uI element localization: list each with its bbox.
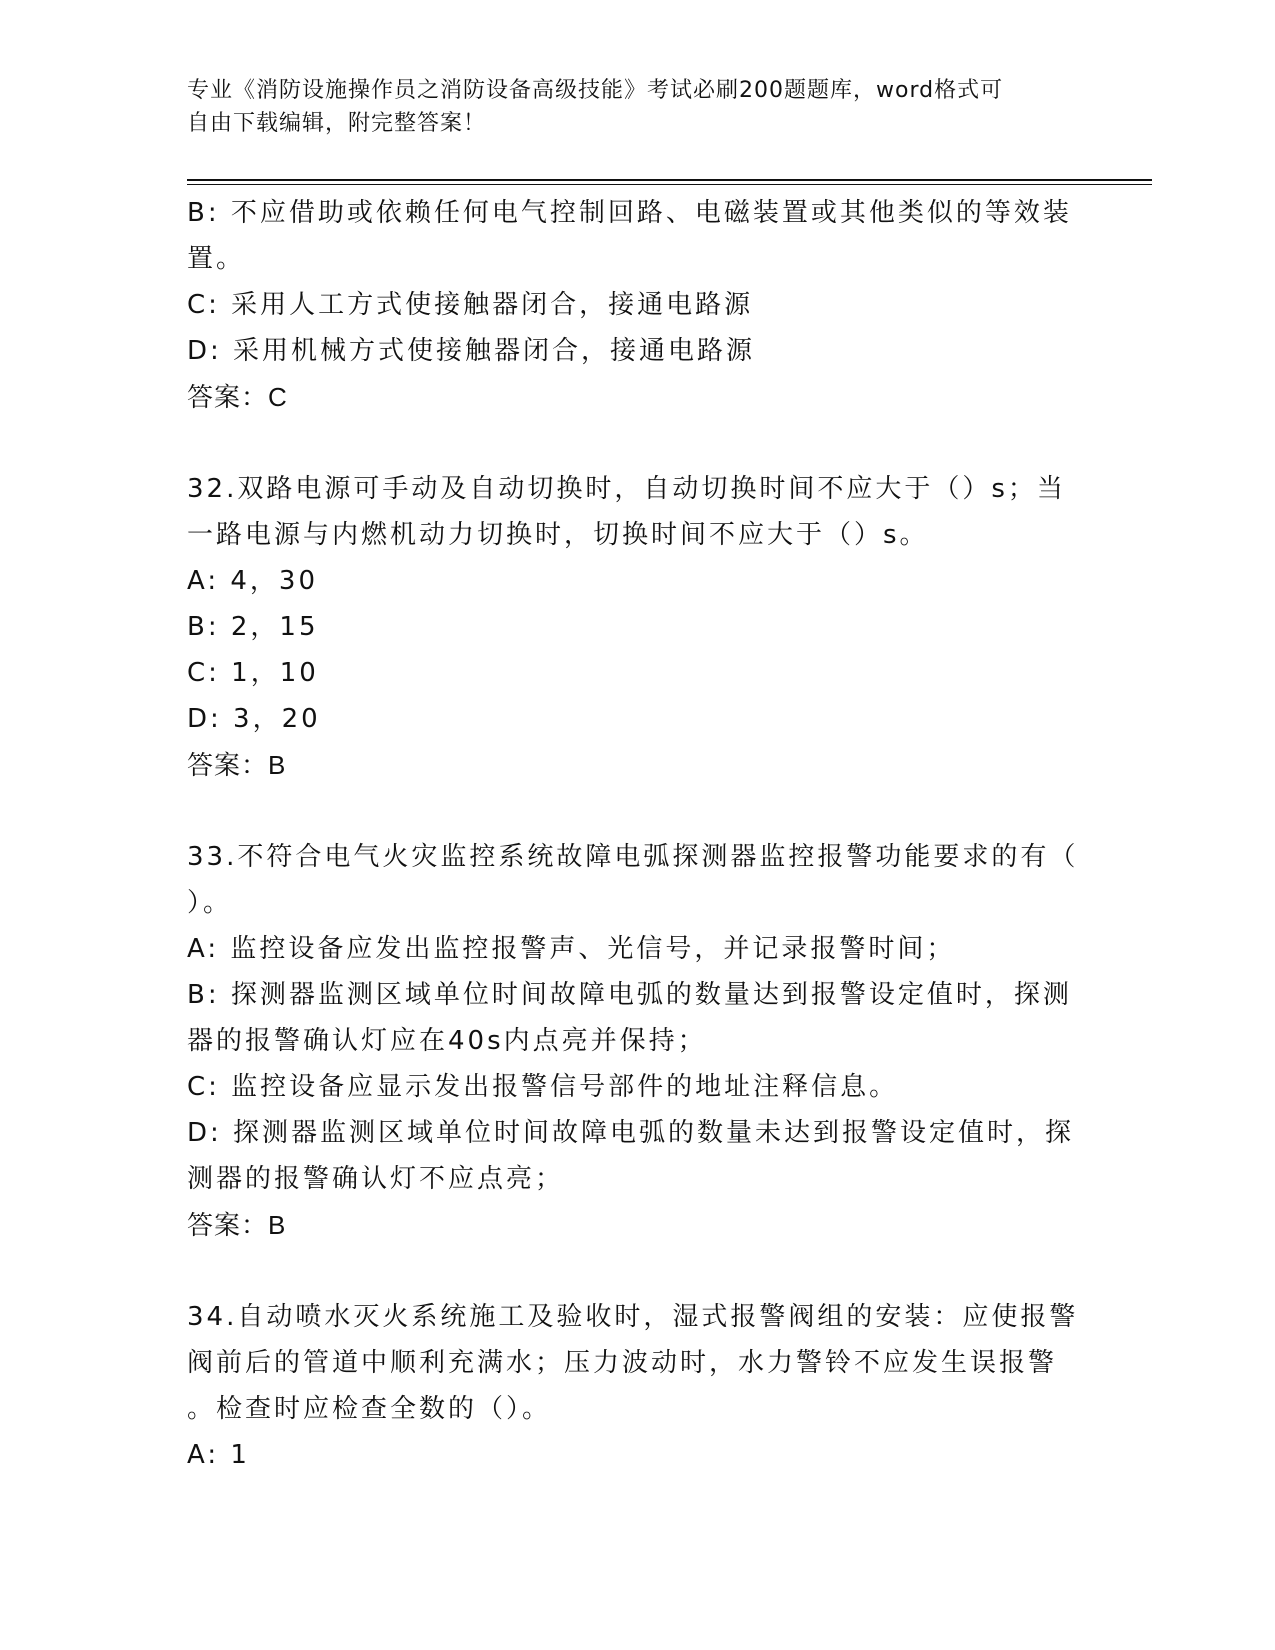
question-31-continued [187, 190, 1072, 420]
question-stem-line-2: ）。 [187, 888, 233, 918]
option-b-line-1: B: 探测器监测区域单位时间故障电弧的数量达到报警设定值时，探测 [187, 980, 1072, 1010]
option-b: B: 2，15 [187, 612, 319, 642]
answer: 答案：C [187, 382, 288, 412]
page-header [187, 74, 1067, 140]
option-a: A: 4，30 [187, 566, 318, 596]
option-a: A: 监控设备应发出监控报警声、光信号，并记录报警时间； [187, 934, 956, 964]
question-stem-line-3: 。检查时应检查全数的（）。 [187, 1394, 552, 1424]
option-b-line-2: 置。 [187, 244, 246, 274]
question-stem-line-1: 33.不符合电气火灾监控系统故障电弧探测器监控报警功能要求的有（ [187, 842, 1079, 872]
option-b-line-1: B: 不应借助或依赖任何电气控制回路、电磁装置或其他类似的等效装 [187, 198, 1072, 228]
option-c: C: 监控设备应显示发出报警信号部件的地址注释信息。 [187, 1072, 899, 1102]
question-stem-line-2: 阀前后的管道中顺利充满水；压力波动时，水力警铃不应发生误报警 [187, 1348, 1058, 1378]
question-stem-line-2: 一路电源与内燃机动力切换时，切换时间不应大于（）s。 [187, 520, 929, 550]
option-d-line-2: 测器的报警确认灯不应点亮； [187, 1164, 565, 1194]
header-title-line-2: 自由下载编辑，附完整答案！ [187, 111, 487, 136]
header-divider [187, 179, 1152, 185]
question-stem-line-1: 34.自动喷水灭火系统施工及验收时，湿式报警阀组的安装：应使报警 [187, 1302, 1079, 1332]
question-stem-line-1: 32.双路电源可手动及自动切换时，自动切换时间不应大于（）s；当 [187, 474, 1066, 504]
option-d: D: 采用机械方式使接触器闭合，接通电路源 [187, 336, 756, 366]
option-c: C: 采用人工方式使接触器闭合，接通电路源 [187, 290, 754, 320]
question-32 [187, 466, 1067, 788]
question-gap [187, 788, 1067, 834]
question-34 [187, 1294, 1079, 1478]
option-d-line-1: D: 探测器监测区域单位时间故障电弧的数量未达到报警设定值时，探 [187, 1118, 1075, 1148]
answer: 答案：B [187, 750, 287, 780]
option-c: C: 1，10 [187, 658, 319, 688]
option-d: D: 3，20 [187, 704, 321, 734]
question-33 [187, 834, 1079, 1248]
header-title-line-1: 专业《消防设施操作员之消防设备高级技能》考试必刷200题题库，word格式可 [187, 78, 1004, 103]
answer: 答案：B [187, 1210, 287, 1240]
question-gap [187, 420, 1067, 466]
option-a: A: 1 [187, 1440, 250, 1470]
option-b-line-2: 器的报警确认灯应在40s内点亮并保持； [187, 1026, 707, 1056]
document-body [187, 190, 1079, 1478]
question-gap [187, 1248, 1067, 1294]
